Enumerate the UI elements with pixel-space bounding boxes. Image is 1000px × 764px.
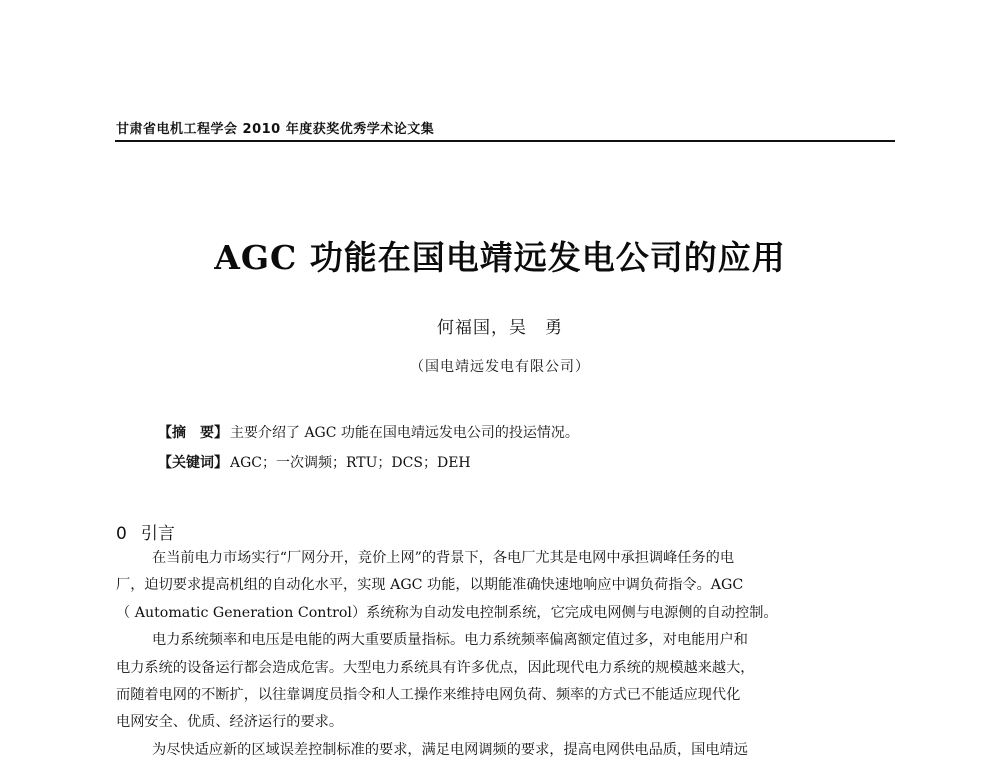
running-header: 甘肃省电机工程学会 2010 年度获奖优秀学术论文集 [116, 122, 435, 137]
keywords-row [158, 448, 579, 478]
header-rule [115, 140, 895, 142]
abstract-text: 主要介绍了 AGC 功能在国电靖远发电公司的投运情况。 [230, 425, 579, 441]
paper-title: AGC 功能在国电靖远发电公司的应用 [214, 238, 786, 277]
paragraph-line: 为尽快适应新的区域误差控制标准的要求，满足电网调频的要求，提高电网供电品质，国电靖远 [152, 741, 748, 758]
paragraph-line: 在当前电力市场实行“厂网分开，竞价上网”的背景下，各电厂尤其是电网中承担调峰任务的电 [152, 550, 735, 566]
abstract-block [158, 418, 579, 478]
paragraph-line: 电网安全、优质、经济运行的要求。 [116, 714, 344, 731]
abstract-row [158, 418, 579, 448]
paper-affiliation: （国电靖远发电有限公司） [410, 359, 590, 375]
keywords-text: AGC；一次调频；RTU；DCS；DEH [230, 455, 471, 471]
paragraph-line: 而随着电网的不断扩，以往靠调度员指令和人工操作来维持电网负荷、频率的方式已不能适应现代化 [116, 686, 741, 703]
section-body [116, 545, 896, 764]
section-heading [116, 519, 175, 544]
section-title: 引言 [140, 524, 175, 544]
paragraph-line: （ Automatic Generation Control）系统称为自动发电控制系统，它完成电网侧与电源侧的自动控制。 [116, 604, 778, 621]
section-number: 0 [116, 524, 127, 544]
paragraph-line: 电力系统频率和电压是电能的两大重要质量指标。电力系统频率偏离额定值过多，对电能用户和 [152, 632, 748, 649]
paragraph-line: 厂，迫切要求提高机组的自动化水平，实现 AGC 功能，以期能准确快速地响应中调负荷指令。AGC [116, 577, 744, 594]
paragraph-line: 电力系统的设备运行都会造成危害。大型电力系统具有许多优点，因此现代电力系统的规模越来越大， [116, 659, 755, 676]
paper-authors: 何福国，吴 勇 [437, 318, 563, 338]
abstract-label: 【摘 要】 [158, 425, 228, 441]
keywords-label: 【关键词】 [158, 455, 228, 471]
